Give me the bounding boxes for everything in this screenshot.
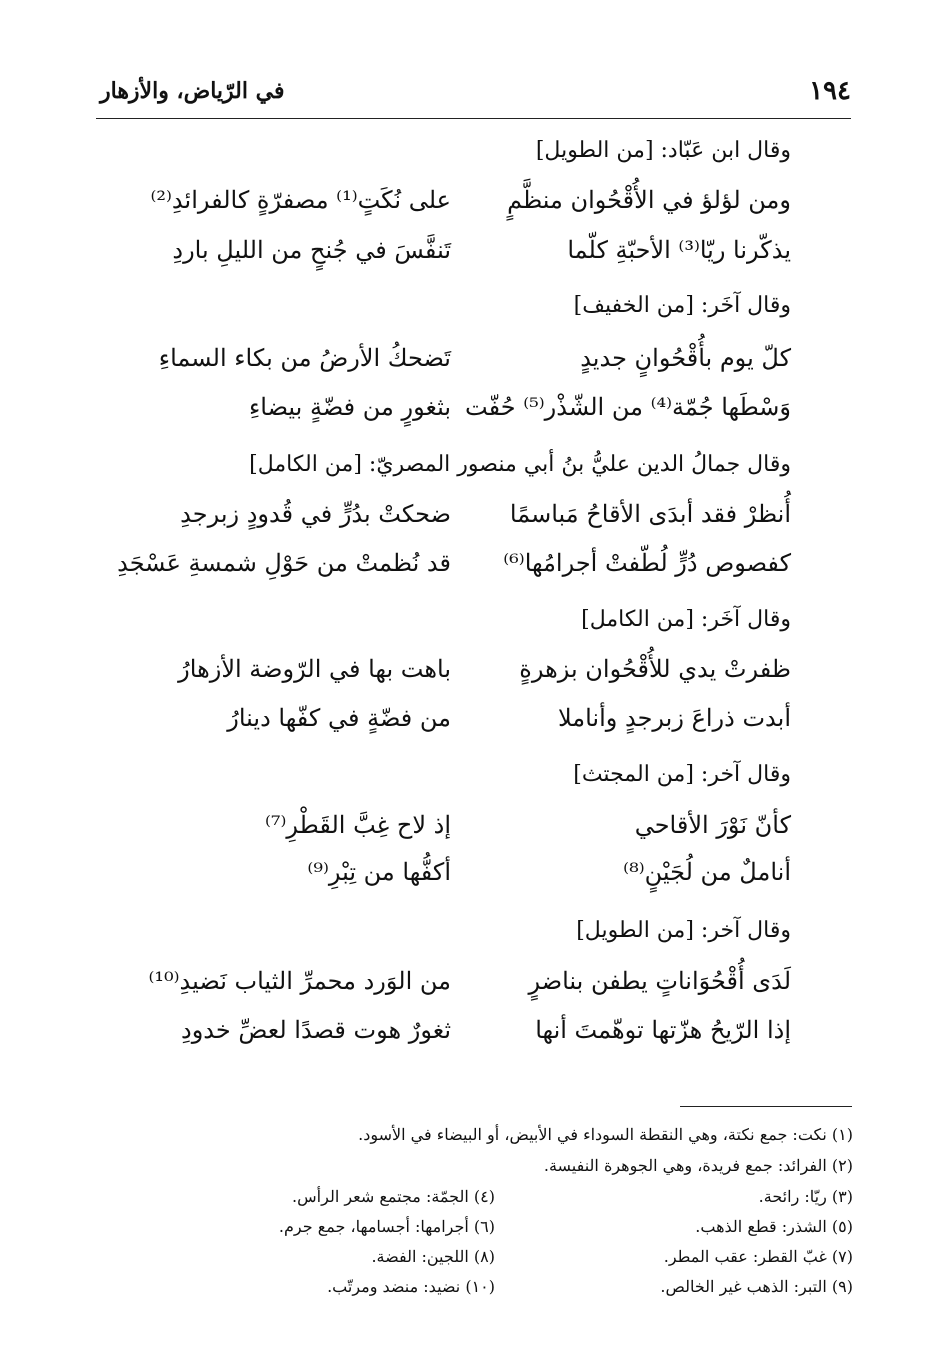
footnote: (٩) التبر: الذهب غير الخالص. (660, 1277, 853, 1296)
footnote: (٤) الجمّة: مجتمع شعر الرأس. (292, 1187, 495, 1206)
poem-intro: وقال آخَر: [من الخفيف] (573, 293, 791, 318)
verse-second-hemistich: قد نُظمتْ من حَوْلِ شمسةِ عَسْجَدِ (117, 549, 451, 577)
footnote: (٧) غبّ القطر: عقب المطر. (663, 1247, 853, 1266)
poem-intro: وقال آخَر: [من الكامل] (581, 607, 791, 632)
verse-second-hemistich: باهت بها في الرّوضة الأزهارُ (178, 655, 451, 683)
verse-second-hemistich: تَضحكُ الأرضُ من بكاء السماءِ (158, 344, 451, 372)
verse-first-hemistich: أبدت ذراعَ زبرجدٍ وأناملا (557, 704, 791, 732)
verse-second-hemistich: ضحكتْ بدُرٍّ في قُدودٍ زبرجدِ (180, 500, 451, 528)
poem-intro: وقال آخر: [من الطويل] (576, 918, 791, 943)
verse-first-hemistich: كفصوص دُرٍّ لُطّفتْ أجرامُها⁽⁶⁾ (503, 549, 791, 577)
footnote: (٢) الفرائد: جمع فريدة، وهي الجوهرة النفيسة. (543, 1156, 853, 1175)
verse-first-hemistich: كلّ يوم بأُقْحُوانٍ جديدٍ (580, 344, 791, 372)
verse-first-hemistich: يذكّرنا ريّا⁽³⁾ الأحبّةِ كلّما (567, 236, 791, 264)
verse-second-hemistich: أكفُّها من تِبْرِ⁽⁹⁾ (307, 858, 451, 886)
verse-second-hemistich: من فضّةٍ في كفّها دينارُ (227, 704, 451, 732)
poem-intro: وقال ابن عَبّاد: [من الطويل] (535, 138, 791, 163)
poem-intro: وقال جمالُ الدين عليُّ بنُ أبي منصور المصريّ: [من الكامل] (249, 452, 791, 477)
footnote: (٥) الشذر: قطع الذهب. (695, 1217, 853, 1236)
verse-first-hemistich: وَسْطَها جُمّة⁽⁴⁾ من الشّذْر⁽⁵⁾ حُفّت (465, 393, 791, 421)
verse-second-hemistich: بثغورٍ من فضّةٍ بيضاءِ (249, 393, 451, 421)
verse-second-hemistich: إذ لاح غِبَّ القَطْرِ⁽⁷⁾ (264, 811, 451, 839)
verse-first-hemistich: إذا الرّيحُ هزّتها توهّمتَ أنها (535, 1016, 791, 1044)
verse-second-hemistich: على نُكَتٍ⁽¹⁾ مصفرّةٍ كالفرائدِ⁽²⁾ (150, 186, 451, 214)
footnote: (٣) ريّا: رائحة. (758, 1187, 853, 1206)
verse-first-hemistich: ظفرتْ يدي للأُقْحُوان بزهرةٍ (519, 655, 791, 683)
page-number: ١٩٤ (809, 76, 851, 106)
page-header (100, 76, 851, 116)
header-rule (96, 118, 851, 119)
verse-first-hemistich: كأنّ نَوْرَ الأقاحي (634, 811, 791, 839)
footnote: (١٠) نضيد: منضد ومرتّب. (327, 1277, 495, 1296)
verse-second-hemistich: ثغورٌ هوت قصدًا لعضِّ خدودِ (181, 1016, 451, 1044)
verse-first-hemistich: أُنظرْ فقد أبدَى الأقاحُ مَباسمًا (509, 500, 791, 528)
verse-first-hemistich: ومن لؤلؤ في الأُقْحُوان منظَّمٍ (507, 186, 791, 214)
verse-second-hemistich: من الوَرد محمرِّ الثياب نَضيدِ⁽¹⁰⁾ (148, 967, 451, 995)
footnote-rule (680, 1106, 852, 1107)
poem-intro: وقال آخر: [من المجتث] (573, 762, 791, 787)
footnote: (٦) أجرامها: أجسامها، جمع جرم. (278, 1217, 495, 1236)
footnote: (٨) اللجين: الفضة. (371, 1247, 495, 1266)
running-head: في الرّياض، والأزهار (100, 78, 285, 104)
verse-first-hemistich: لَدَى أُقْحُوَاناتٍ يطفن بناضرٍ (528, 967, 791, 995)
verse-first-hemistich: أناملٌ من لُجَيْنٍ⁽⁸⁾ (623, 858, 791, 886)
footnote: (١) نكت: جمع نكتة، وهي النقطة السوداء في الأبيض، أو البيضاء في الأسود. (358, 1125, 853, 1144)
verse-second-hemistich: تَنفَّسَ في جُنحٍ من الليلِ باردِ (172, 236, 451, 264)
